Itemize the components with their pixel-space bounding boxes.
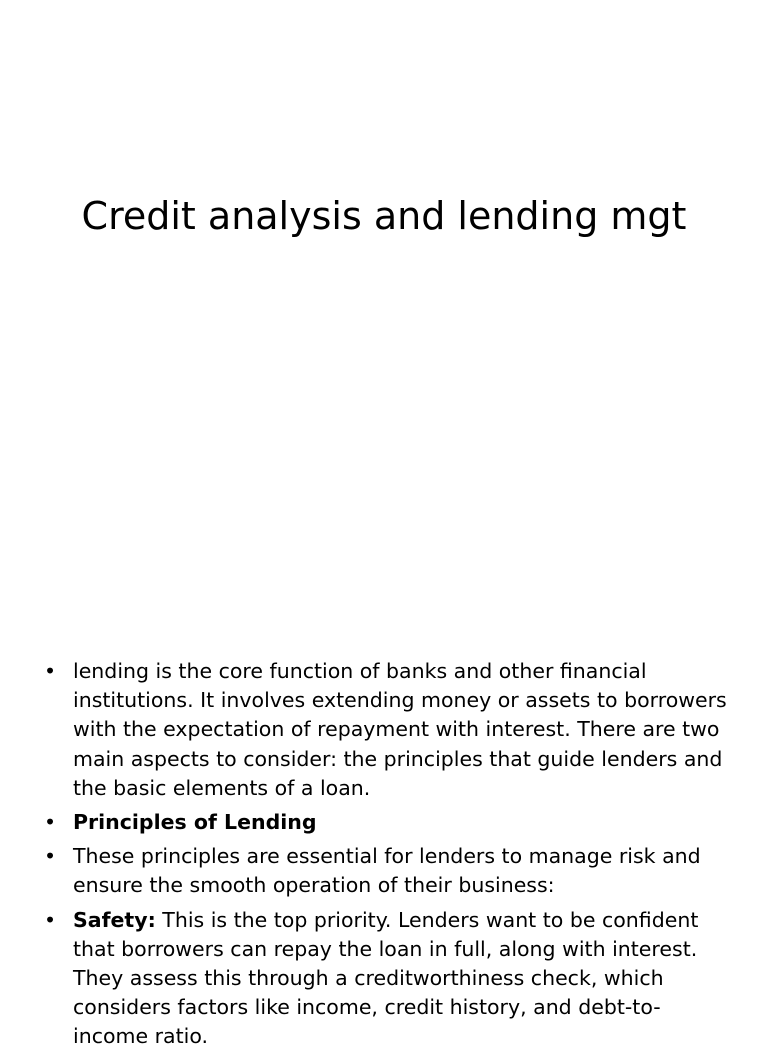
bullet-dot-icon: • xyxy=(43,659,57,683)
bullet-dot-icon: • xyxy=(43,844,57,869)
bullet-list xyxy=(40,657,730,1057)
slide-title: Credit analysis and lending mgt xyxy=(81,194,687,238)
bullet-dot-icon: • xyxy=(43,810,57,835)
bullet-text: This is the top priority. Lenders want to be confident that borrowers can repay the loan in full, along with interest. They assess this through a creditworthiness check, which considers factors like income, credit history, and debt-to-income ratio. xyxy=(73,907,699,1049)
bullet-item-principles-intro xyxy=(40,842,730,900)
bullet-dot-icon: • xyxy=(43,907,57,932)
bullet-bold-text: Principles of Lending xyxy=(73,810,317,835)
bullet-bold-text: Safety: xyxy=(73,907,156,932)
bullet-text: lending is the core function of banks and other financial institutions. It involves extending money or assets to borrowers with the expectation of repayment with interest. There are two main aspects to consider: the principles that guide lenders and the basic elements of a loan. xyxy=(73,659,727,800)
bullet-item-principles-heading xyxy=(40,808,730,837)
bullet-item-safety xyxy=(40,906,730,1052)
bullet-item-lending-definition xyxy=(40,657,730,803)
bullet-text: These principles are essential for lenders to manage risk and ensure the smooth operation of their business: xyxy=(73,844,701,898)
